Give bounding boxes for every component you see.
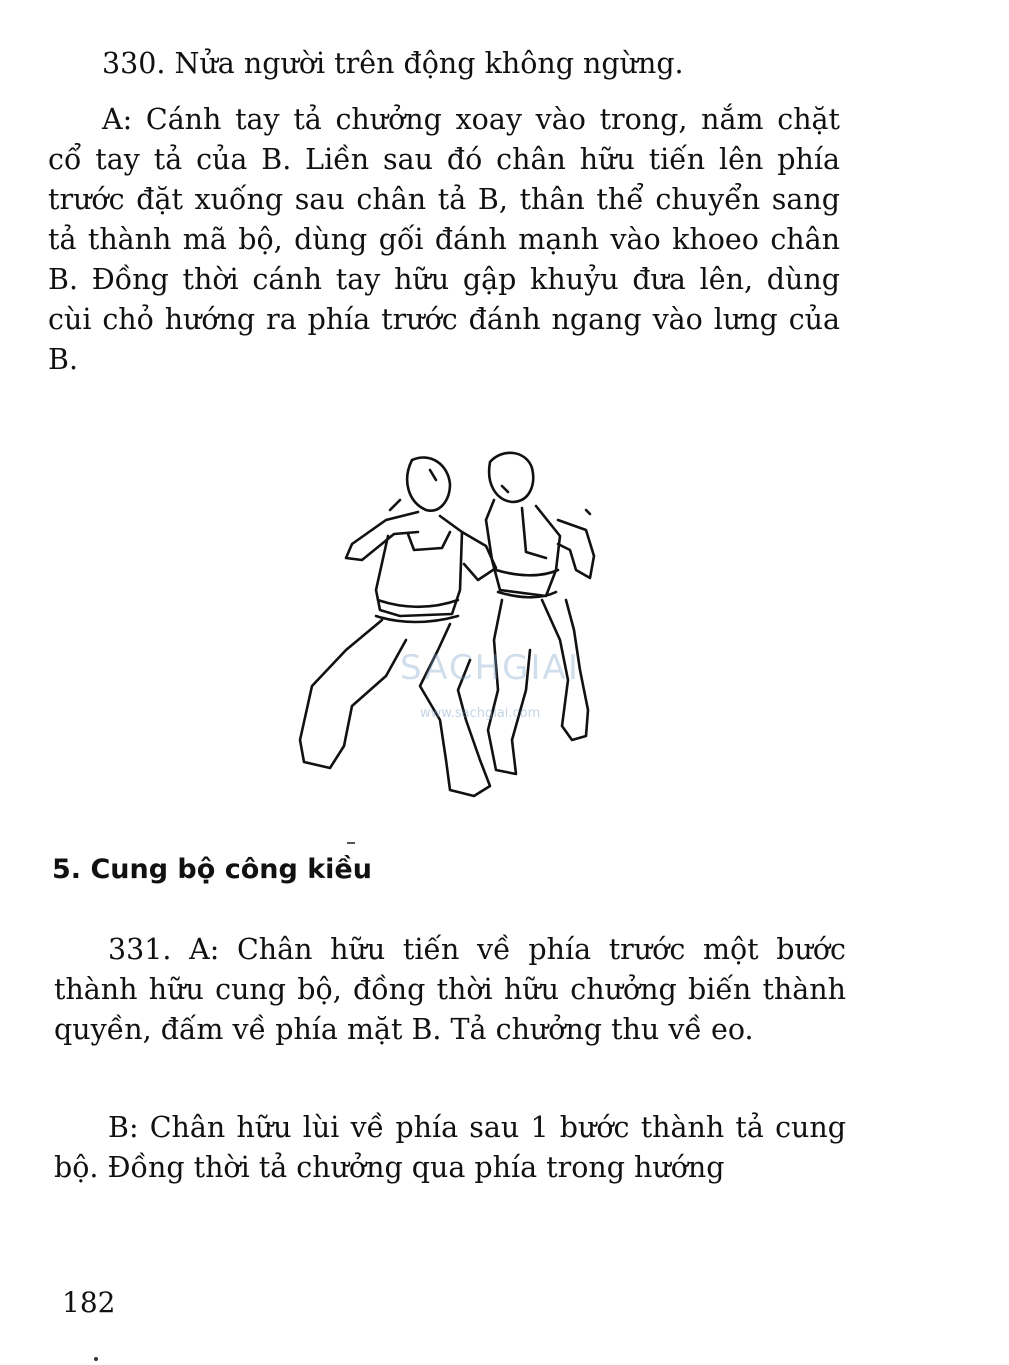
martial-arts-illustration [290,440,620,820]
paragraph-b: B: Chân hữu lùi về phía sau 1 bước thành tả cung bộ. Đồng thời tả chưởng qua phía trong hướng [54,1111,846,1184]
watermark-url: www.sachgiai.com [420,706,541,721]
print-mark [347,842,355,844]
watermark-brand: SACHGIAI [400,648,580,688]
paragraph-330-title: 330. Nửa người trên động không ngừng. [102,47,684,80]
paragraph-331: 331. A: Chân hữu tiến về phía trước một bước thành hữu cung bộ, đồng thời hữu chưởng biến thành quyền, đấm về phía mặt B. Tả chưởng thu về eo. [54,933,846,1046]
print-dot [94,1357,98,1361]
page-number: 182 [62,1286,116,1319]
paragraph-330-body: A: Cánh tay tả chưởng xoay vào trong, nắm chặt cổ tay tả của B. Liền sau đó chân hữu tiến lên phía trước đặt xuống sau chân tả B, thân thể chuyển sang tả thành mã bộ, dùng gối đánh mạnh vào khoeo chân B. Đồng thời cánh tay hữu gập khuỷu đưa lên, dùng cùi chỏ hướng ra phía trước đánh ngang vào lưng của B. [48,103,840,376]
section-heading: 5. Cung bộ công kiều [52,854,372,885]
watermark [400,648,620,738]
